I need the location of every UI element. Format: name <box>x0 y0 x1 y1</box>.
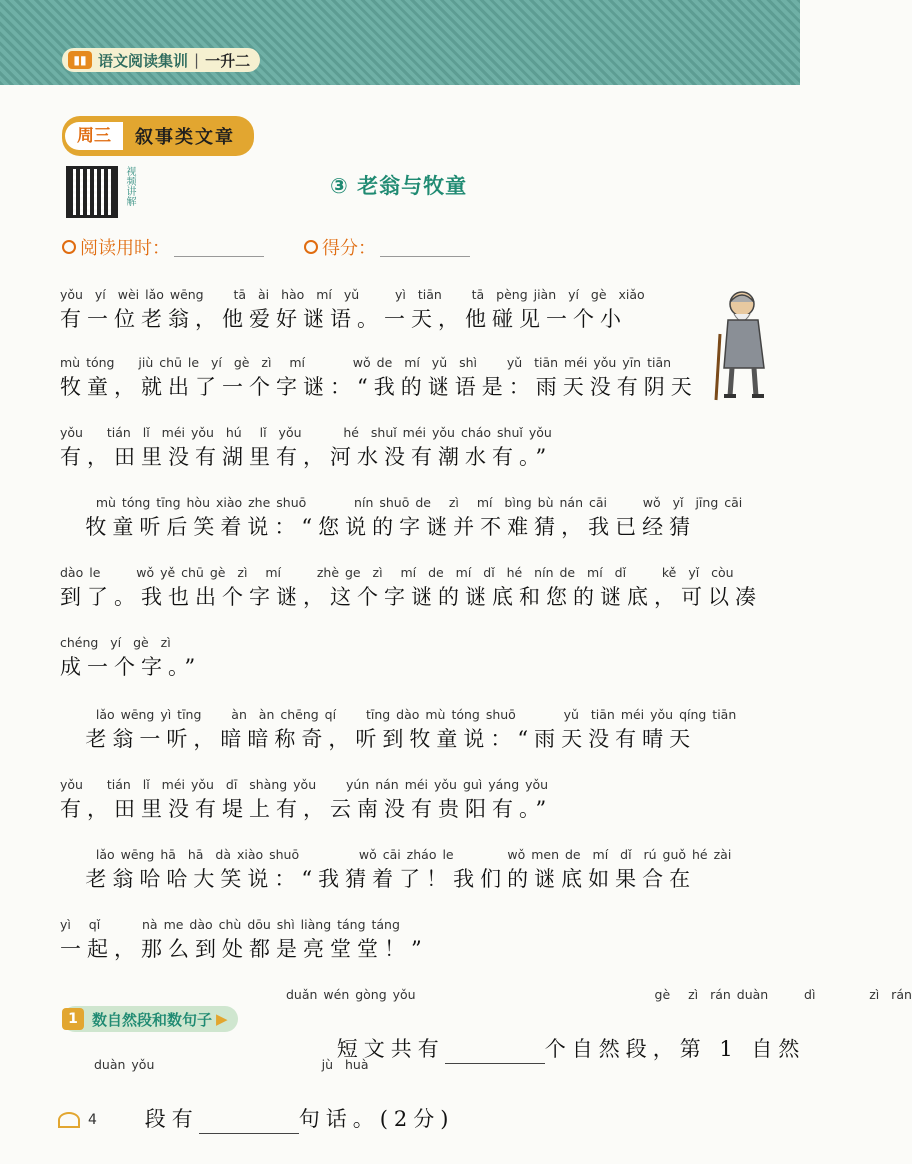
clock-icon <box>62 240 76 254</box>
book-icon: ▮▮ <box>68 51 92 69</box>
text-line <box>60 354 780 402</box>
hanzi-row: 牧童听后笑着说：“您说的字谜并不难猜，我已经猜 <box>60 515 697 539</box>
text-line <box>60 846 780 894</box>
reading-time <box>62 234 264 260</box>
pinyin-row: yǒu yí wèi lǎo wēng tā ài hào mí yǔ yì tiān tā pèng jiàn yí gè xiǎo <box>60 287 645 302</box>
series-separator: | <box>194 51 200 69</box>
paragraph-count-blank[interactable] <box>445 1041 545 1064</box>
hanzi-row: 老翁哈哈大笑说：“我猜着了！我们的谜底如果合在 <box>60 867 697 891</box>
question-label <box>62 1006 238 1032</box>
text-line <box>60 564 780 612</box>
question-topic: 数自然段和数句子 <box>92 1010 213 1029</box>
pinyin-row: dào le wǒ yě chū gè zì mí zhè ge zì mí de mí dǐ hé nín de mí dǐ kě yǐ còu <box>60 565 734 580</box>
hanzi-row: 牧童，就出了一个字谜：“我的谜语是：雨天没有阴天 <box>60 375 698 399</box>
text-line <box>60 706 780 754</box>
day-topic: 叙事类文章 <box>135 127 235 148</box>
hanzi-row: 有，田里没有堤上有，云南没有贵阳有。” <box>60 797 553 821</box>
text-line <box>60 494 780 542</box>
pinyin-row: yǒu tián lǐ méi yǒu dī shàng yǒu yún nán méi yǒu guì yáng yǒu <box>60 777 549 792</box>
reading-time-label: 阅读用时： <box>80 238 170 259</box>
hanzi-row: 有一位老翁，他爱好谜语。一天，他碰见一个小 <box>60 307 627 331</box>
question-text-b: 个自然段，第 1 自然 <box>544 1037 806 1061</box>
pinyin-row: mù tóng tīng hòu xiào zhe shuō nín shuō de zì mí bìng bù nán cāi wǒ yǐ jīng cāi <box>60 495 743 510</box>
article-title: ③ 老翁与牧童 <box>330 174 468 198</box>
text-line <box>60 916 780 964</box>
hanzi-row: 一起，那么到处都是亮堂堂！” <box>60 937 428 961</box>
reading-meta <box>62 234 470 260</box>
page-number: 4 <box>88 1112 97 1128</box>
sentence-count-blank[interactable] <box>199 1111 299 1134</box>
question-number: 1 <box>62 1008 84 1030</box>
pinyin-row: duàn yǒu jù huà <box>94 1057 369 1072</box>
text-line <box>60 424 780 472</box>
pinyin-row: lǎo wēng hā hā dà xiào shuō wǒ cāi zháo le wǒ men de mí dǐ rú guǒ hé zài <box>60 847 732 862</box>
pinyin-row: yǒu tián lǐ méi yǒu hú lǐ yǒu hé shuǐ méi yǒu cháo shuǐ yǒu <box>60 425 552 440</box>
day-tab <box>62 116 254 156</box>
score-blank[interactable] <box>380 238 470 257</box>
sun-icon <box>58 1112 80 1128</box>
question-text-c: 段有 <box>144 1107 199 1131</box>
check-icon <box>304 240 318 254</box>
text-line <box>60 286 780 334</box>
arrow-right-icon: ▶ <box>216 1010 228 1028</box>
question-text-a: 短文共有 <box>336 1037 445 1061</box>
qr-label: 视频讲解 <box>124 166 135 206</box>
old-man-illustration <box>706 284 786 404</box>
question-line-2 <box>94 1056 455 1131</box>
day-label: 周三 <box>65 122 123 150</box>
series-title: 语文阅读集训 <box>98 51 189 70</box>
hanzi-row <box>286 1004 912 1061</box>
text-line <box>60 776 780 824</box>
hanzi-row: 到了。我也出个字谜，这个字谜的谜底和您的谜底，可以凑 <box>60 585 762 609</box>
qr-code-icon[interactable] <box>66 166 118 218</box>
pinyin-row: yì qǐ nà me dào chù dōu shì liàng táng táng <box>60 917 400 932</box>
pinyin-row: lǎo wēng yì tīng àn àn chēng qí tīng dào mù tóng shuō yǔ tiān méi yǒu qíng tiān <box>60 707 737 722</box>
hanzi-row <box>94 1074 455 1131</box>
reading-time-blank[interactable] <box>174 238 264 257</box>
pinyin-row: mù tóng jiù chū le yí gè zì mí wǒ de mí yǔ shì yǔ tiān méi yǒu yīn tiān <box>60 355 672 370</box>
hanzi-row: 老翁一听，暗暗称奇，听到牧童说：“雨天没有晴天 <box>60 727 697 751</box>
header-banner <box>0 0 800 85</box>
footer <box>58 1112 97 1128</box>
score-label: 得分： <box>322 238 376 259</box>
pinyin-row: duǎn wén gòng yǒu gè zì rán duàn dì zì rán <box>286 987 912 1002</box>
hanzi-row: 有，田里没有湖里有，河水没有潮水有。” <box>60 445 553 469</box>
question-text-d: 句话。(2分) <box>298 1107 455 1131</box>
pinyin-row: chéng yí gè zì <box>60 635 171 650</box>
series-badge <box>62 48 260 72</box>
score <box>304 234 470 260</box>
text-line <box>60 634 780 682</box>
hanzi-row: 成一个字。” <box>60 655 202 679</box>
grade-label: 一升二 <box>205 51 251 70</box>
question-line-1 <box>286 986 912 1061</box>
